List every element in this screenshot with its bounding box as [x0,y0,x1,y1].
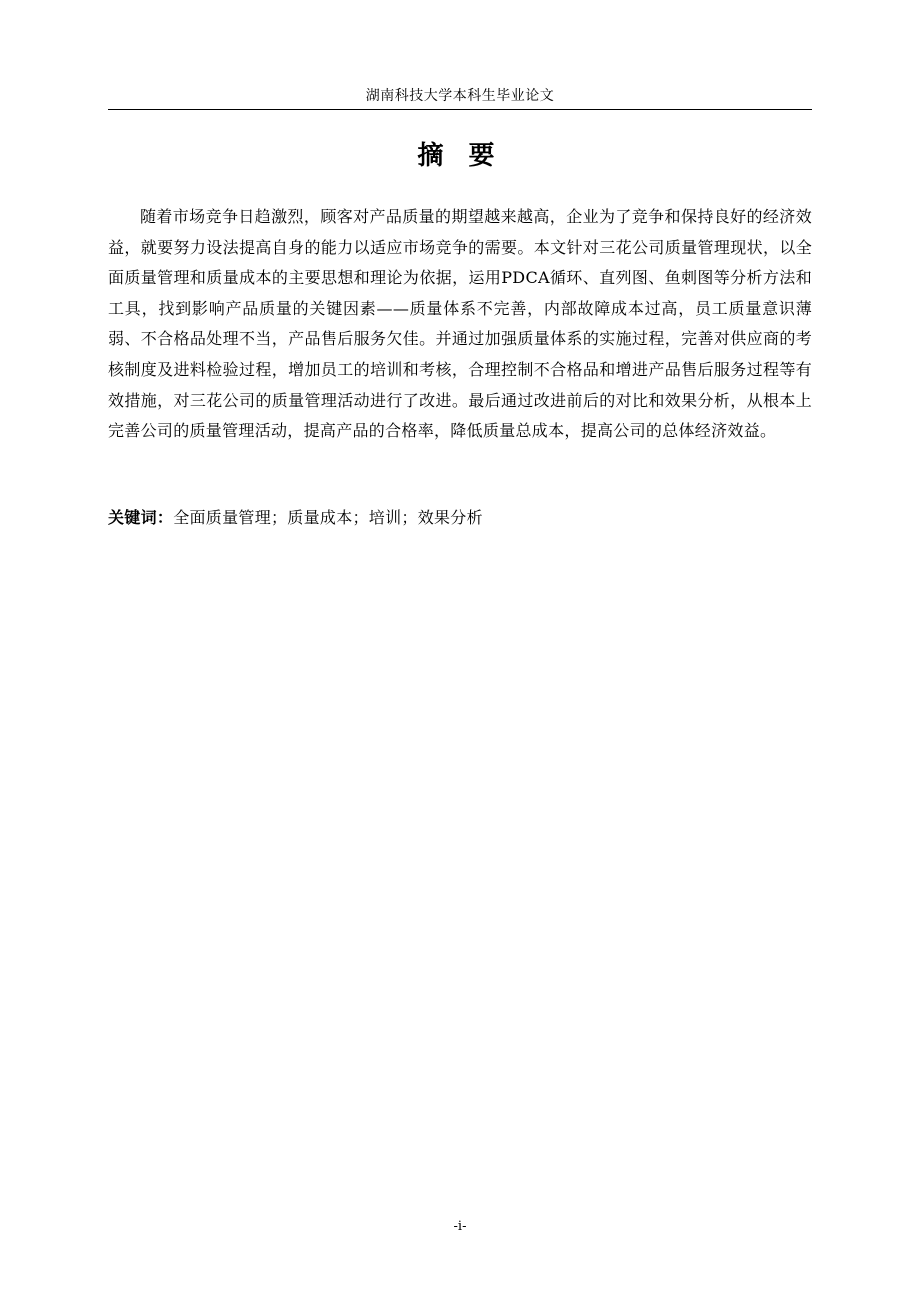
abstract-title: 摘 要 [417,141,503,171]
running-header: 湖南科技大学本科生毕业论文 [365,88,555,104]
abstract-body: 随着市场竞争日趋激烈，顾客对产品质量的期望越来越高，企业为了竞争和保持良好的经济效益，就要努力设法提高自身的能力以适应市场竞争的需要。本文针对三花公司质量管理现状，以全面质量管理和质量成本的主要思想和理论为依据，运用PDCA循环、直列图、鱼刺图等分析方法和工具，找到影响产品质量的关键因素——质量体系不完善，内部故障成本过高，员工质量意识薄弱、不合格品处理不当，产品售后服务欠佳。并通过加强质量体系的实施过程，完善对供应商的考核制度及进料检验过程，增加员工的培训和考核，合理控制不合格品和增进产品售后服务过程等有效措施，对三花公司的质量管理活动进行了改进。最后通过改进前后的对比和效果分析，从根本上完善公司的质量管理活动，提高产品的合格率，降低质量总成本，提高公司的总体经济效益。 [108,207,812,441]
keywords-line [108,503,812,533]
page-number: -i- [453,1219,467,1234]
keywords-label: 关键词： [108,508,174,527]
keywords-text: 全面质量管理；质量成本；培训；效果分析 [173,508,483,527]
header-rule [108,109,812,110]
